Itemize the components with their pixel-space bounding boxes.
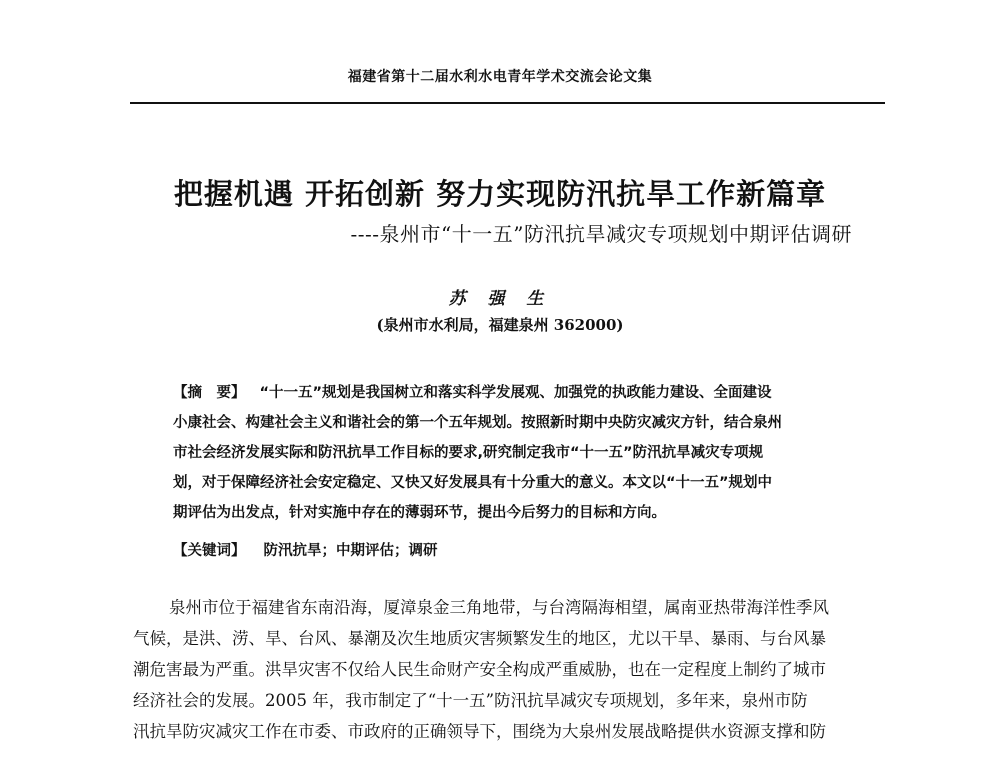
abstract-text: “十一五”规划是我国树立和落实科学发展观、加强党的执政能力建设、全面建设 xyxy=(259,385,772,401)
abstract-line: 划，对于保障经济社会安定稳定、又快又好发展具有十分重大的意义。本文以“十一五”规划中 xyxy=(173,475,773,491)
abstract-line xyxy=(173,378,853,408)
paper-title: 把握机遇 开拓创新 努力实现防汛抗旱工作新篇章 xyxy=(173,177,827,211)
keywords-label: 【关键词】 xyxy=(173,543,246,559)
paper-subtitle: ----泉州市“十一五”防汛抗旱减灾专项规划中期评估调研 xyxy=(350,222,852,246)
body-paragraph xyxy=(133,592,873,747)
body-line: 经济社会的发展。2005 年，我市制定了“十一五”防汛抗旱减灾专项规划，多年来，泉州市防 xyxy=(133,691,808,710)
abstract-line: 市社会经济发展实际和防汛抗旱工作目标的要求,研究制定我市“十一五”防汛抗旱减灾专项规 xyxy=(173,445,764,461)
abstract-label: 【摘 要】 xyxy=(173,385,246,401)
keywords xyxy=(173,536,853,566)
body-line: 泉州市位于福建省东南沿海，厦漳泉金三角地带，与台湾隔海相望，属南亚热带海洋性季风 xyxy=(169,598,829,617)
keywords-text: 防汛抗旱；中期评估；调研 xyxy=(263,543,438,559)
author-name: 苏 强 生 xyxy=(448,289,552,309)
body-line: 汛抗旱防灾减灾工作在市委、市政府的正确领导下，围绕为大泉州发展战略提供水资源支撑和防 xyxy=(133,722,826,741)
abstract xyxy=(173,378,853,528)
abstract-line: 小康社会、构建社会主义和谐社会的第一个五年规划。按照新时期中央防灾减灾方针，结合泉州 xyxy=(173,415,782,431)
author-affiliation: (泉州市水利局，福建泉州 362000) xyxy=(376,316,624,334)
body-line: 潮危害最为严重。洪旱灾害不仅给人民生命财产安全构成严重威胁，也在一定程度上制约了城市 xyxy=(133,660,826,679)
header-rule xyxy=(130,102,885,104)
body-line: 气候，是洪、涝、旱、台风、暴潮及次生地质灾害频繁发生的地区，尤以干旱、暴雨、与台风暴 xyxy=(133,629,826,648)
abstract-line: 期评估为出发点，针对实施中存在的薄弱环节，提出今后努力的目标和方向。 xyxy=(173,505,666,521)
running-head: 福建省第十二届水利水电青年学术交流会论文集 xyxy=(347,69,653,85)
